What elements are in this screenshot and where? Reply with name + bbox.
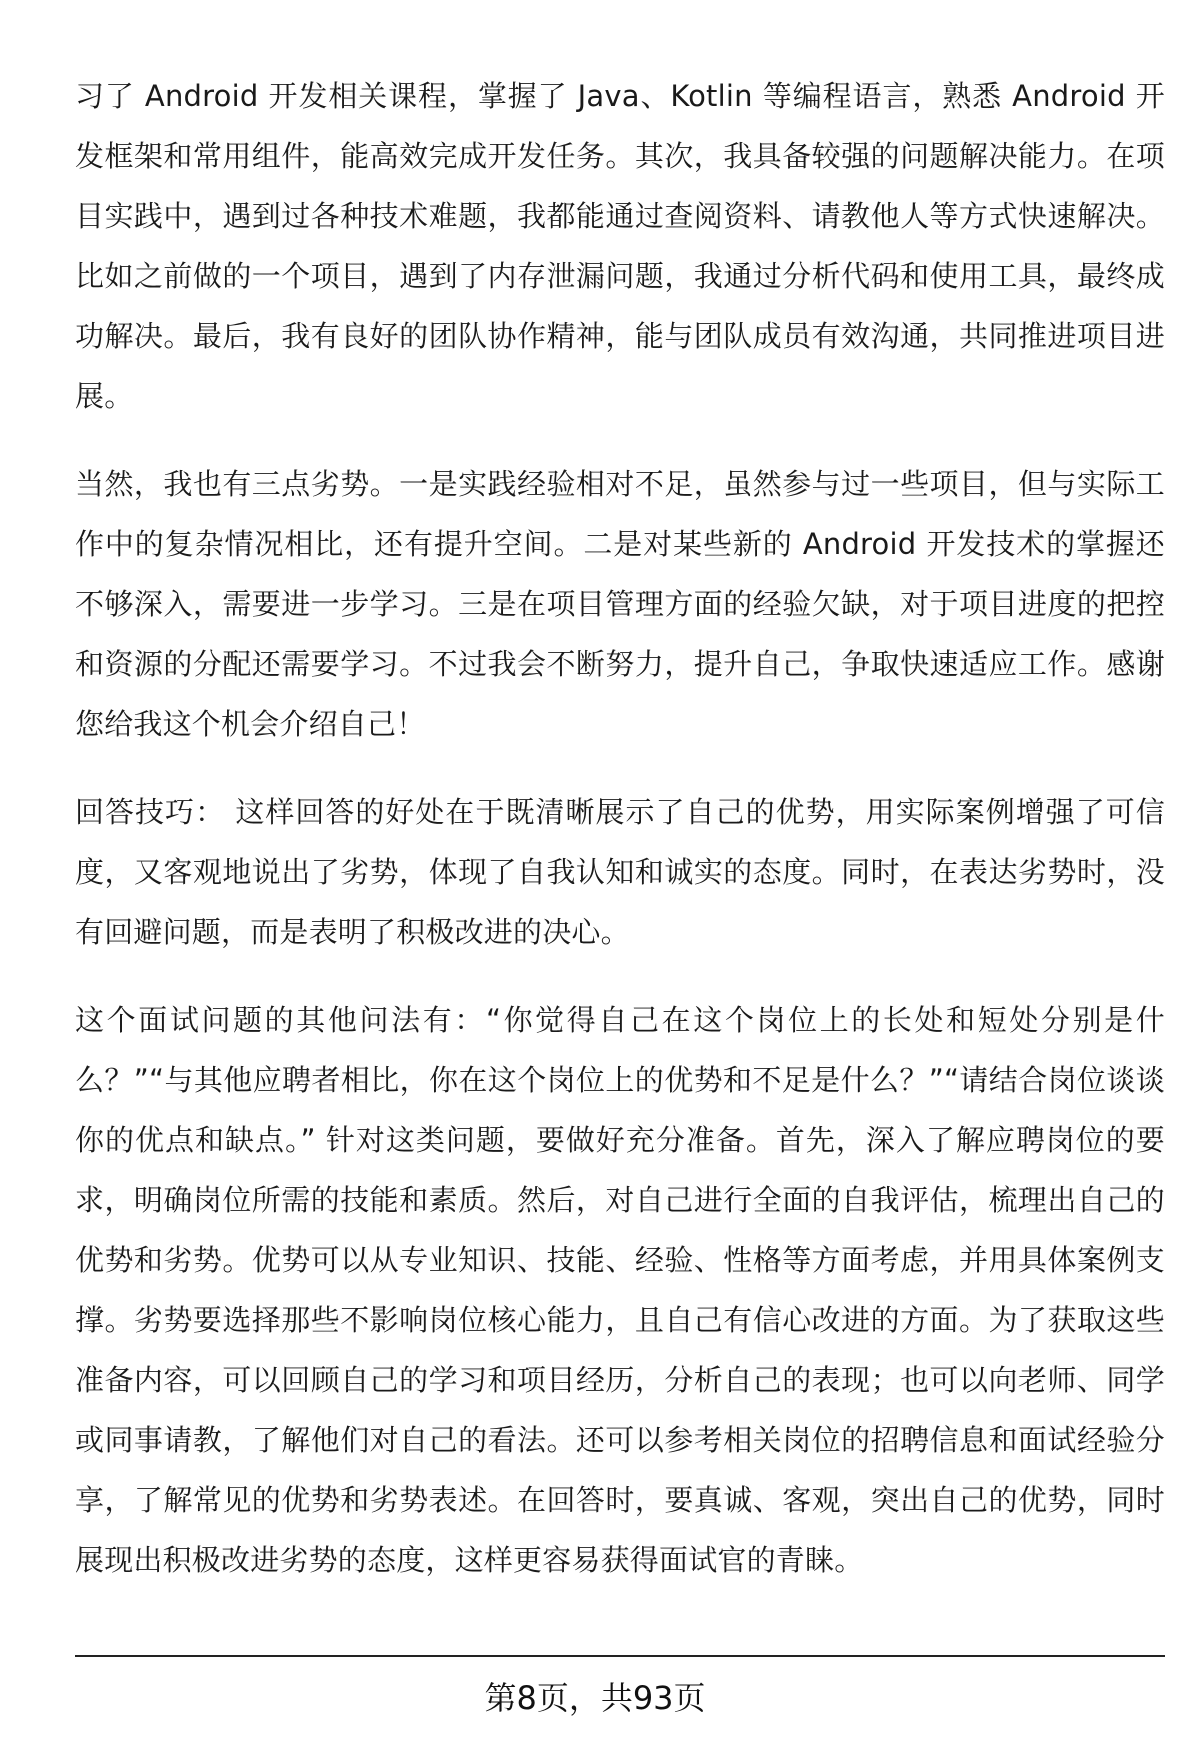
footer-divider xyxy=(75,1655,1165,1657)
document-body xyxy=(75,66,1165,1590)
page-number: 第8页，共93页 xyxy=(484,1679,706,1717)
paragraph-strengths: 习了 Android 开发相关课程，掌握了 Java、Kotlin 等编程语言，熟悉 Android 开发框架和常用组件，能高效完成开发任务。其次，我具备较强的问题解决能力。在项目实践中，遇到过各种技术难题，我都能通过查阅资料、请教他人等方式快速解决。比如之前做的一个项目，遇到了内存泄漏问题，我通过分析代码和使用工具，最终成功解决。最后，我有良好的团队协作精神，能与团队成员有效沟通，共同推进项目进展。 xyxy=(75,79,1165,413)
paragraph-weaknesses: 当然，我也有三点劣势。一是实践经验相对不足，虽然参与过一些项目，但与实际工作中的复杂情况相比，还有提升空间。二是对某些新的 Android 开发技术的掌握还不够深入，需要进一步学习。三是在项目管理方面的经验欠缺，对于项目进度的把控和资源的分配还需要学习。不过我会不断努力，提升自己，争取快速适应工作。感谢您给我这个机会介绍自己！ xyxy=(75,467,1165,741)
paragraph-answer-tips: 回答技巧： 这样回答的好处在于既清晰展示了自己的优势，用实际案例增强了可信度，又客观地说出了劣势，体现了自我认知和诚实的态度。同时，在表达劣势时，没有回避问题，而是表明了积极改进的决心。 xyxy=(75,795,1165,949)
paragraph-alternative-questions: 这个面试问题的其他问法有：“你觉得自己在这个岗位上的长处和短处分别是什么？”“与其他应聘者相比，你在这个岗位上的优势和不足是什么？”“请结合岗位谈谈你的优点和缺点。” 针对这类问题，要做好充分准备。首先，深入了解应聘岗位的要求，明确岗位所需的技能和素质。然后，对自己进行全面的自我评估，梳理出自己的优势和劣势。优势可以从专业知识、技能、经验、性格等方面考虑，并用具体案例支撑。劣势要选择那些不影响岗位核心能力，且自己有信心改进的方面。为了获取这些准备内容，可以回顾自己的学习和项目经历，分析自己的表现；也可以向老师、同学或同事请教，了解他们对自己的看法。还可以参考相关岗位的招聘信息和面试经验分享，了解常见的优势和劣势表述。在回答时，要真诚、客观，突出自己的优势，同时展现出积极改进劣势的态度，这样更容易获得面试官的青睐。 xyxy=(75,1003,1165,1577)
